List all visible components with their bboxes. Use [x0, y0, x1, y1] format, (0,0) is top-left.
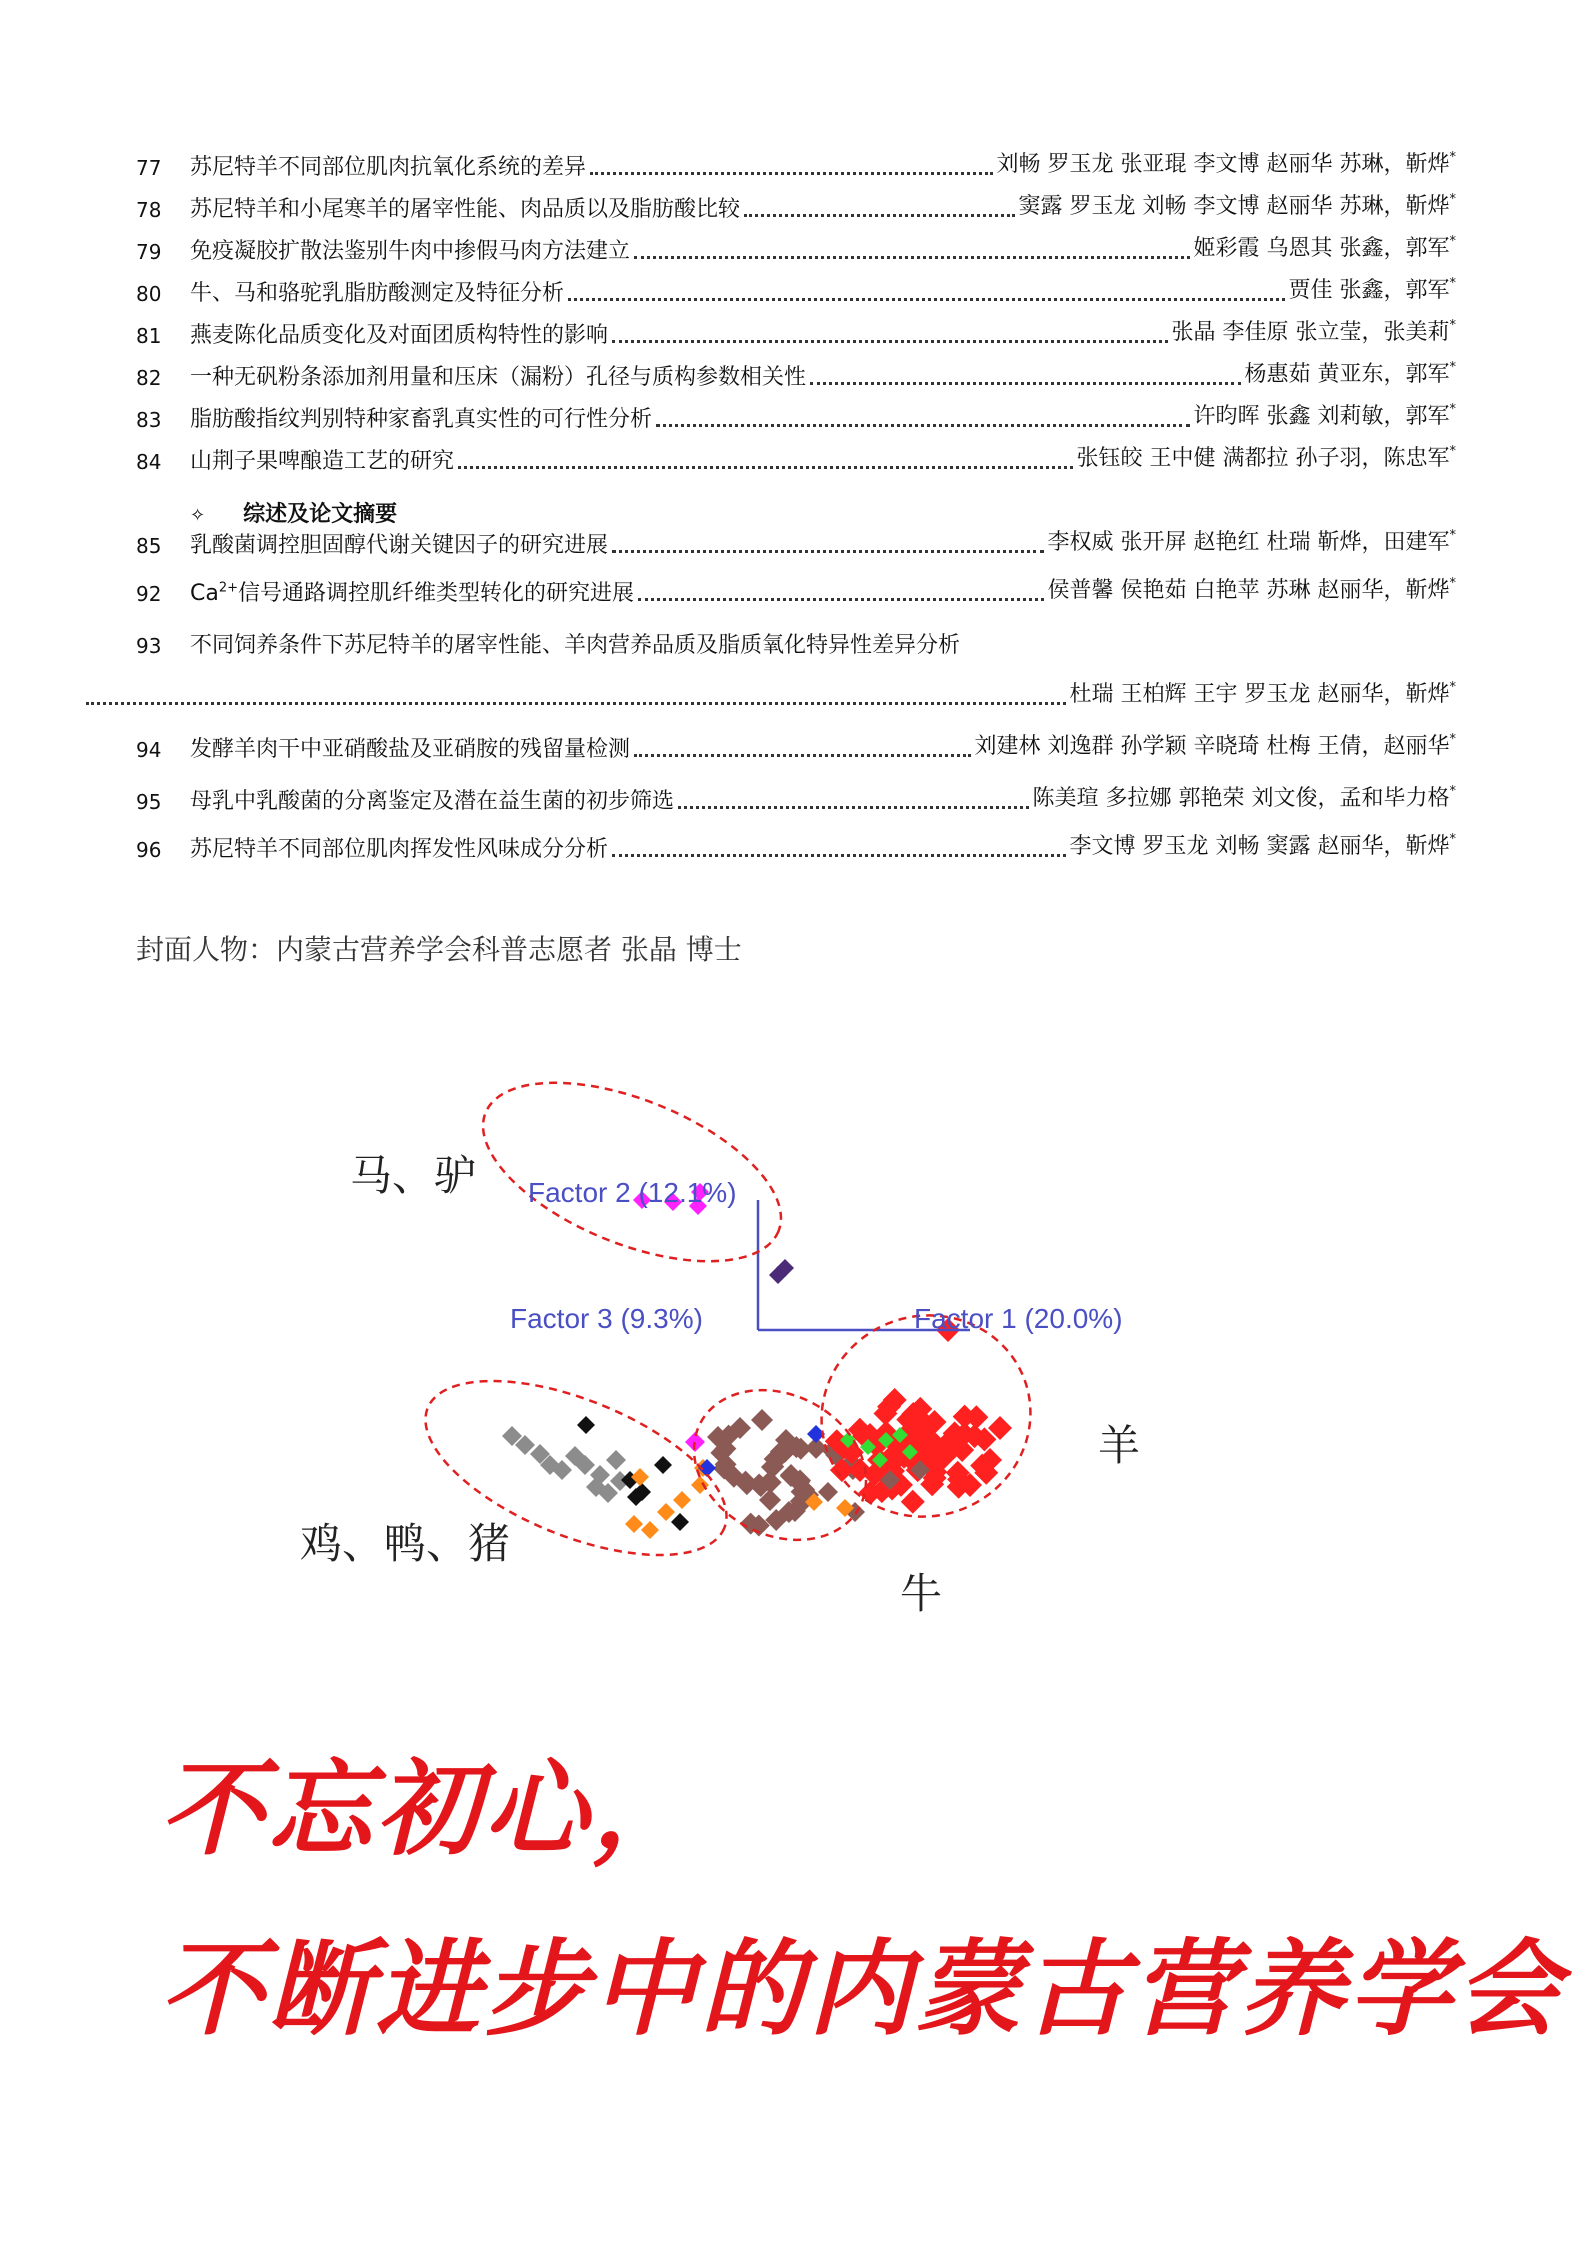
toc-authors: [1033, 781, 1456, 820]
scatter-point: [625, 1515, 643, 1533]
toc-entry[interactable]: [136, 360, 1456, 396]
toc-title: 脂肪酸指纹判别特种家畜乳真实性的可行性分析: [190, 407, 653, 432]
scatter-point: [751, 1409, 773, 1431]
toc-authors: [1077, 441, 1456, 480]
corresponding-author-mark: *: [1449, 784, 1456, 799]
toc-title: 不同饲养条件下苏尼特羊的屠宰性能、羊肉营养品质及脂质氧化特异性差异分析: [190, 633, 961, 658]
group-label-sheep: 羊: [1098, 1421, 1141, 1470]
toc-authors-text: 杜瑞 王柏辉 王宇 罗玉龙 赵丽华，靳烨: [1069, 682, 1450, 707]
toc-authors: [1070, 677, 1456, 716]
toc-authors-text: 侯普馨 侯艳茹 白艳苹 苏琳 赵丽华，靳烨: [1047, 578, 1450, 603]
toc-authors-text: 姬彩霞 乌恩其 张鑫，郭军: [1193, 236, 1450, 261]
toc-entry[interactable]: [136, 832, 1456, 868]
toc-page-number: 96: [136, 838, 162, 862]
toc-leader-dots: [656, 423, 1189, 427]
group-label-cattle: 牛: [900, 1569, 943, 1618]
toc-leader-dots: [634, 753, 971, 757]
scatter-point: [654, 1456, 672, 1474]
slogan-line-1: 不忘初心，: [160, 1747, 701, 1870]
toc-page-number: 83: [136, 408, 162, 432]
toc-authors: [1048, 525, 1456, 564]
toc-title: 免疫凝胶扩散法鉴别牛肉中掺假马肉方法建立: [190, 239, 631, 264]
diamond-icon: ✧: [190, 505, 206, 526]
toc-authors-text: 窦露 罗玉龙 刘畅 李文博 赵丽华 苏琳，靳烨: [1018, 194, 1450, 219]
toc-entry[interactable]: [136, 628, 1456, 664]
toc-entry[interactable]: [136, 784, 1456, 820]
toc-leader-dots: [612, 549, 1044, 553]
toc-title: 乳酸菌调控胆固醇代谢关键因子的研究进展: [190, 533, 609, 558]
toc-page-number: 77: [136, 156, 162, 180]
toc-authors: [1048, 573, 1456, 612]
corresponding-author-mark: *: [1449, 150, 1456, 165]
toc-page-number: 85: [136, 534, 162, 558]
toc-authors-text: 刘建林 刘逸群 孙学颖 辛晓琦 杜梅 王倩，赵丽华: [974, 734, 1450, 759]
toc-page-number: 84: [136, 450, 162, 474]
toc-authors-text: 许昀晖 张鑫 刘莉敏，郭军: [1193, 404, 1450, 429]
toc-authors-text: 李文博 罗玉龙 刘畅 窦露 赵丽华，靳烨: [1069, 834, 1450, 859]
toc-title: [190, 576, 634, 612]
toc-authors: [1019, 189, 1456, 228]
toc-page-number: 92: [136, 582, 162, 606]
corresponding-author-mark: *: [1449, 318, 1456, 333]
toc-authors-text: 李权威 张开屏 赵艳红 杜瑞 靳烨，田建军: [1047, 530, 1450, 555]
toc-authors-text: 杨惠茹 黄亚东，郭军: [1244, 362, 1450, 387]
pca-figure: [300, 1040, 1260, 1640]
toc-leader-dots: [678, 805, 1029, 809]
scatter-point: [671, 1513, 689, 1531]
corresponding-author-mark: *: [1449, 402, 1456, 417]
toc-title: 一种无矾粉条添加剂用量和压床（漏粉）孔径与质构参数相关性: [190, 365, 807, 390]
toc-page-number: 93: [136, 634, 162, 658]
toc-entry[interactable]: [136, 732, 1456, 768]
toc-authors-text: 陈美瑄 多拉娜 郭艳荣 刘文俊，孟和毕力格: [1032, 786, 1450, 811]
toc-title-rest: 信号通路调控肌纤维类型转化的研究进展: [238, 581, 635, 606]
pca-figure-svg: [300, 1040, 1260, 1640]
toc-page-number: 78: [136, 198, 162, 222]
toc-page-number: 79: [136, 240, 162, 264]
toc-authors: [975, 729, 1456, 768]
toc-leader-dots: [458, 465, 1073, 469]
section-heading-text: 综述及论文摘要: [243, 502, 398, 527]
toc-page-number: 82: [136, 366, 162, 390]
cover-caption: 封面人物：内蒙古营养学会科普志愿者 张晶 博士: [136, 933, 742, 966]
toc-leader-dots: [612, 339, 1167, 343]
toc-title: 苏尼特羊不同部位肌肉挥发性风味成分分析: [190, 837, 609, 862]
toc-title: 苏尼特羊和小尾寒羊的屠宰性能、肉品质以及脂肪酸比较: [190, 197, 741, 222]
toc-authors-text: 贾佳 张鑫，郭军: [1288, 278, 1450, 303]
toc-entry[interactable]: [136, 402, 1456, 438]
scatter-point: [577, 1416, 595, 1434]
toc-entry[interactable]: [136, 150, 1456, 186]
toc-leader-dots: [744, 213, 1015, 217]
factor1-label: Factor 1 (20.0%): [914, 1303, 1123, 1334]
scatter-point: [691, 1476, 709, 1494]
toc-title: 母乳中乳酸菌的分离鉴定及潜在益生菌的初步筛选: [190, 789, 675, 814]
scatter-point: [606, 1450, 626, 1470]
toc-authors: [1194, 399, 1457, 438]
toc-title: 发酵羊肉干中亚硝酸盐及亚硝胺的残留量检测: [190, 737, 631, 762]
corresponding-author-mark: *: [1449, 234, 1456, 249]
corresponding-author-mark: *: [1449, 192, 1456, 207]
toc-page-number: 80: [136, 282, 162, 306]
toc-authors: [1245, 357, 1457, 396]
scatter-point: [641, 1521, 659, 1539]
toc-entry[interactable]: [136, 528, 1456, 564]
corresponding-author-mark: *: [1449, 576, 1456, 591]
corresponding-author-mark: *: [1449, 732, 1456, 747]
toc-page-number: 95: [136, 790, 162, 814]
group-label-chicken-duck-pig: 鸡、鸭、猪: [300, 1519, 511, 1568]
toc-entry-continuation: [82, 680, 1456, 716]
toc-leader-dots: [568, 297, 1284, 301]
toc-entry[interactable]: [136, 318, 1456, 354]
toc-leader-dots: [810, 381, 1240, 385]
toc-title-superscript: 2+: [218, 580, 239, 596]
toc-authors: [1070, 829, 1456, 868]
toc-authors: [1194, 231, 1457, 270]
toc-authors: [1289, 273, 1457, 312]
section-heading: [190, 497, 397, 528]
toc-authors-text: 张钰皎 王中健 满都拉 孙子羽，陈忠军: [1076, 446, 1450, 471]
corresponding-author-mark: *: [1449, 680, 1456, 695]
corresponding-author-mark: *: [1449, 528, 1456, 543]
toc-page-number: 81: [136, 324, 162, 348]
toc-leader-dots: [590, 171, 993, 175]
corresponding-author-mark: *: [1449, 276, 1456, 291]
toc-title: 苏尼特羊不同部位肌肉抗氧化系统的差异: [190, 155, 587, 180]
toc-title-ca: Ca: [190, 581, 219, 606]
toc-authors: [1172, 315, 1457, 354]
toc-authors: [997, 147, 1456, 186]
scatter-point: [657, 1503, 675, 1521]
toc-leader-dots: [634, 255, 1189, 259]
factor2-label: Factor 2 (12.1%): [528, 1177, 737, 1208]
toc-entry[interactable]: [136, 234, 1456, 270]
toc-title: 牛、马和骆驼乳脂肪酸测定及特征分析: [190, 281, 565, 306]
toc-entry[interactable]: [136, 444, 1456, 480]
group-label-horse-donkey: 马、驴: [350, 1151, 477, 1200]
toc-leader-dots: [86, 701, 1066, 705]
toc-title: 燕麦陈化品质变化及对面团质构特性的影响: [190, 323, 609, 348]
toc-entry[interactable]: [136, 276, 1456, 312]
toc-title: 山荆子果啤酿造工艺的研究: [190, 449, 455, 474]
factor3-label: Factor 3 (9.3%): [510, 1303, 703, 1334]
corresponding-author-mark: *: [1449, 832, 1456, 847]
toc-entry[interactable]: [136, 576, 1456, 612]
cluster-ellipse-horse-donkey: [459, 1046, 806, 1298]
toc-authors-text: 刘畅 罗玉龙 张亚琨 李文博 赵丽华 苏琳，靳烨: [996, 152, 1450, 177]
corresponding-author-mark: *: [1449, 444, 1456, 459]
toc-leader-dots: [612, 853, 1066, 857]
scatter-point: [673, 1491, 691, 1509]
toc-page-number: 94: [136, 738, 162, 762]
toc-leader-dots: [638, 597, 1043, 601]
toc-entry[interactable]: [136, 192, 1456, 228]
scatter-point: [818, 1482, 838, 1502]
slogan-line-2: 不断进步中的内蒙古营养学会: [160, 1927, 1565, 2050]
toc-authors-text: 张晶 李佳原 张立莹，张美莉: [1171, 320, 1450, 345]
corresponding-author-mark: *: [1449, 360, 1456, 375]
